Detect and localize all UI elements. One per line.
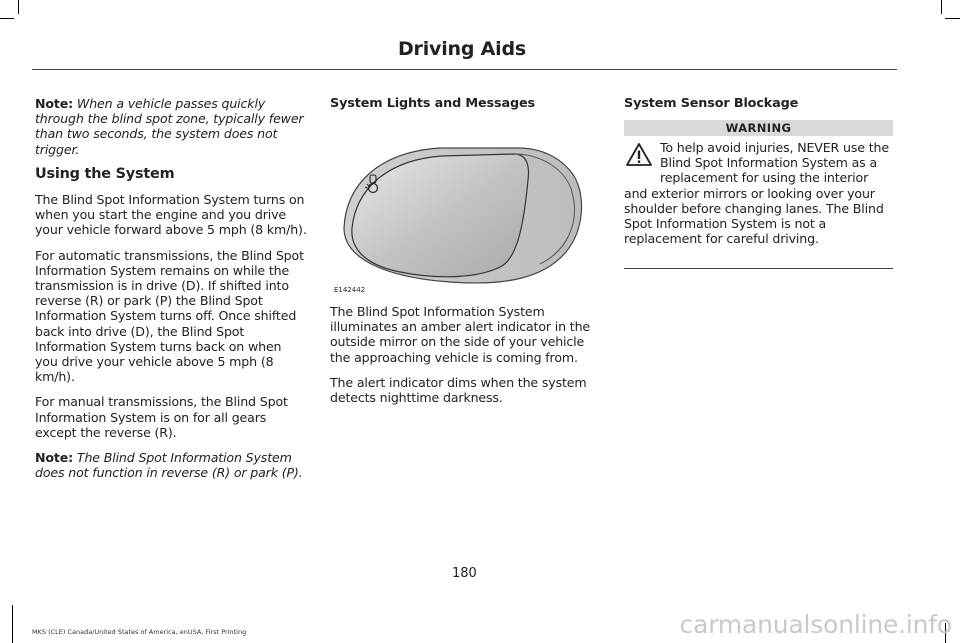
crop-mark (941, 0, 942, 14)
note-text: When a vehicle passes quickly through the blind spot zone, typically fewer than two seconds, the system does not trigger. (35, 96, 304, 157)
crop-mark (945, 18, 960, 19)
section-heading: System Sensor Blockage (624, 96, 799, 111)
header-divider (32, 69, 897, 70)
page-number: 180 (452, 566, 477, 581)
column-right (624, 96, 896, 111)
print-info: MKS (CLE) Canada/United States of America, enUSA, First Printing (32, 628, 247, 636)
watermark: carmanualsonline.info (679, 610, 952, 639)
note-paragraph (35, 96, 307, 157)
warning-divider (624, 268, 893, 269)
paragraph: The Blind Spot Information System illuminates an amber alert indicator in the outside mirror on the side of your vehicle the approaching vehicle is coming from. (330, 304, 591, 365)
paragraph: For automatic transmissions, the Blind Spot Information System remains on while the transmission is in drive (D). If shifted into reverse (R) or park (P) the Blind Spot Information System turns off. Once shifted back into drive (D), the Blind Spot Information System turns back on when you drive your vehicle above 5 mph (8 km/h). (35, 247, 304, 385)
figure-code: E142442 (334, 286, 366, 294)
page-title: Driving Aids (397, 38, 526, 60)
figure-caption-text (330, 304, 602, 415)
paragraph: For manual transmissions, the Blind Spot Information System is on for all gears except the reverse (R). (35, 394, 288, 440)
note-label: Note: (35, 96, 74, 111)
note-paragraph (35, 450, 307, 480)
warning-icon-spacer (624, 140, 660, 184)
crop-mark (0, 18, 14, 19)
paragraph: The Blind Spot Information System turns on when you start the engine and you drive your vehicle forward above 5 mph (8 km/h). (35, 192, 307, 238)
warning-label: WARNING (624, 120, 893, 136)
note-text: The Blind Spot Information System does not function in reverse (R) or park (P). (35, 450, 303, 481)
warning-text (624, 140, 895, 246)
section-heading: System Lights and Messages (330, 96, 535, 111)
crop-mark (18, 0, 19, 14)
warning-body: To help avoid injuries, NEVER use the Blind Spot Information System as a replacement for using the interior and exterior mirrors or looking over your shoulder before changing lanes. The Blind Spot Information System is not a replacement for careful driving. (624, 140, 889, 247)
paragraph: The alert indicator dims when the system detects nighttime darkness. (330, 374, 587, 406)
side-mirror-illustration (330, 130, 600, 298)
section-heading: Using the System (35, 165, 175, 182)
column-left (35, 96, 307, 490)
note-label: Note: (35, 450, 74, 466)
crop-mark (12, 605, 13, 643)
